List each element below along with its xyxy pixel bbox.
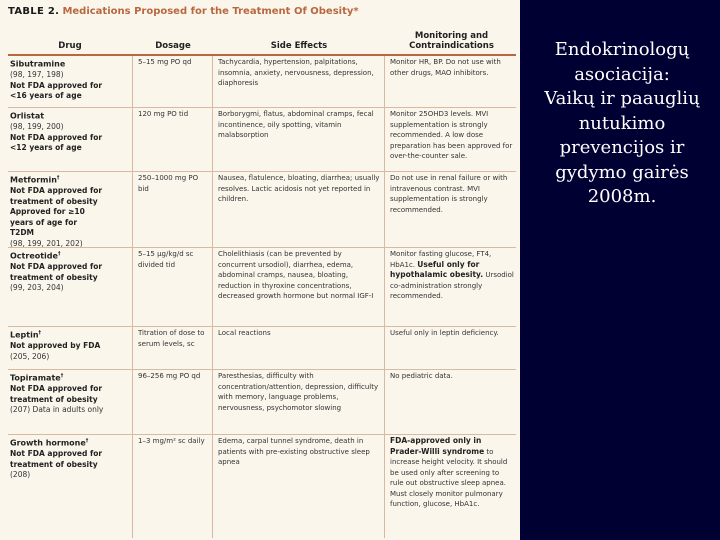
dosage-cell: 5–15 mg PO qd xyxy=(132,56,212,107)
side-effects-cell: Paresthesias, difficulty with concentration/attention, depression, difficulty with memory, language problems, nervousness, psychomotor slowing xyxy=(212,370,384,434)
drug-name: Orlistat xyxy=(10,111,45,121)
drug-cell xyxy=(8,435,132,538)
monitoring-lead: Monitor fasting glucose, FT4, HbA1c. xyxy=(390,250,492,269)
table-header xyxy=(8,24,516,56)
dosage-cell: 5–15 μg/kg/d sc divided tid xyxy=(132,248,212,326)
caption-line: Endokrinologų xyxy=(554,39,690,60)
monitoring-cell: Do not use in renal failure or with intravenous contrast. MVI supplementation is strongly recommended. xyxy=(384,172,516,247)
table-row xyxy=(8,248,516,327)
caption-line: gydymo gairės xyxy=(555,161,689,183)
drug-refs: (99, 203, 204) xyxy=(10,283,64,293)
side-effects-cell: Edema, carpal tunnel syndrome, death in patients with pre-existing obstructive sleep apnea xyxy=(212,435,384,538)
dosage-cell: 1–3 mg/m² sc daily xyxy=(132,435,212,538)
drug-name: Topiramate† xyxy=(10,373,64,383)
slide-caption xyxy=(528,38,716,210)
header-drug: Drug xyxy=(58,41,82,51)
monitoring-cell: No pediatric data. xyxy=(384,370,516,434)
drug-cell xyxy=(8,370,132,434)
drug-name: Sibutramine xyxy=(10,59,66,69)
caption-line: 2008m. xyxy=(587,186,657,207)
drug-note: <16 years of age xyxy=(10,91,82,101)
caption-line: nutukimo xyxy=(578,112,666,134)
drug-note: treatment of obesity xyxy=(10,394,98,404)
caption-line: asociacija: xyxy=(574,63,670,85)
dosage-cell: 96–256 mg PO qd xyxy=(132,370,212,434)
monitoring-cell: Useful only in leptin deficiency. xyxy=(384,327,516,369)
drug-cell xyxy=(8,56,132,107)
table-row xyxy=(8,370,516,435)
table-row xyxy=(8,327,516,370)
drug-note: treatment of obesity xyxy=(10,459,98,469)
drug-note: T2DM xyxy=(10,228,35,238)
drug-note: Not FDA approved for xyxy=(10,132,103,142)
drug-note: Not FDA approved for xyxy=(10,262,103,272)
table-row xyxy=(8,172,516,248)
drug-note: treatment of obesity xyxy=(10,196,98,206)
side-effects-cell: Cholelithiasis (can be prevented by concurrent ursodiol), diarrhea, edema, abdominal cramps, nausea, bloating, reduction in thyroxine concentrations, decreased growth hormone but normal IGF-I xyxy=(212,248,384,326)
table-title xyxy=(8,5,516,19)
monitoring-text: to increase height velocity. It should be used only after screening to rule out obstructive sleep apnea. Must closely monitor pulmonary function, glucose, HbA1c. xyxy=(390,447,508,508)
monitoring-cell xyxy=(384,248,516,326)
drug-cell xyxy=(8,248,132,326)
drug-cell xyxy=(8,172,132,247)
drug-name: Octreotide† xyxy=(10,251,61,261)
side-effects-cell: Borborygmi, flatus, abdominal cramps, fecal incontinence, oily spotting, vitamin malabsorption xyxy=(212,108,384,171)
drug-note: treatment of obesity xyxy=(10,272,98,282)
drug-note: Approved for ≥10 xyxy=(10,207,85,217)
header-monitoring: Monitoring and Contraindications xyxy=(409,31,494,51)
table-number: TABLE 2. xyxy=(8,6,60,17)
side-effects-cell: Nausea, flatulence, bloating, diarrhea; usually resolves. Lactic acidosis not yet reported in children. xyxy=(212,172,384,247)
side-effects-cell: Local reactions xyxy=(212,327,384,369)
monitoring-text: Ursodiol co-administration strongly recommended. xyxy=(390,271,514,300)
table-row xyxy=(8,435,516,538)
drug-refs: (205, 206) xyxy=(10,351,50,361)
caption-line: Vaikų ir paauglių xyxy=(544,88,700,109)
table-title-text: Medications Proposed for the Treatment Of Obesity* xyxy=(62,6,359,17)
monitoring-cell xyxy=(384,435,516,538)
drug-note: Not approved by FDA xyxy=(10,341,101,351)
drug-note: Not FDA approved for xyxy=(10,80,103,90)
drug-note: <12 years of age xyxy=(10,143,82,153)
table-row xyxy=(8,56,516,108)
drug-cell xyxy=(8,327,132,369)
header-side-effects: Side Effects xyxy=(270,41,328,51)
drug-refs: (207) Data in adults only xyxy=(10,405,104,415)
dosage-cell: 250–1000 mg PO bid xyxy=(132,172,212,247)
side-effects-cell: Tachycardia, hypertension, palpitations, insomnia, anxiety, nervousness, depression, diaphoresis xyxy=(212,56,384,107)
caption-line: prevencijos ir xyxy=(559,137,685,158)
monitoring-emphasis: FDA-approved only in Prader-Willi syndrome xyxy=(390,436,485,456)
drug-refs: (98, 199, 200) xyxy=(10,122,64,132)
monitoring-cell: Monitor HR, BP. Do not use with other drugs, MAO inhibitors. xyxy=(384,56,516,107)
drug-cell xyxy=(8,108,132,171)
drug-note: Not FDA approved for xyxy=(10,449,103,459)
table-row xyxy=(8,108,516,172)
drug-refs: (98, 197, 198) xyxy=(10,70,64,80)
dosage-cell: Titration of dose to serum levels, sc xyxy=(132,327,212,369)
drug-refs: (208) xyxy=(10,470,31,480)
drug-note: years of age for xyxy=(10,217,78,227)
drug-name: Growth hormone† xyxy=(10,438,89,448)
drug-refs: (98, 199, 201, 202) xyxy=(10,238,83,247)
drug-note: Not FDA approved for xyxy=(10,384,103,394)
drug-name: Leptin† xyxy=(10,330,42,340)
header-dosage: Dosage xyxy=(155,41,191,51)
drug-note: Not FDA approved for xyxy=(10,186,103,196)
monitoring-emphasis: Useful only for hypothalamic obesity. xyxy=(390,259,484,279)
monitoring-cell: Monitor 25OHD3 levels. MVI supplementation is strongly recommended. A low dose preparation has been approved for over-the-counter sale. xyxy=(384,108,516,171)
drug-name: Metformin† xyxy=(10,175,60,185)
dosage-cell: 120 mg PO tid xyxy=(132,108,212,171)
